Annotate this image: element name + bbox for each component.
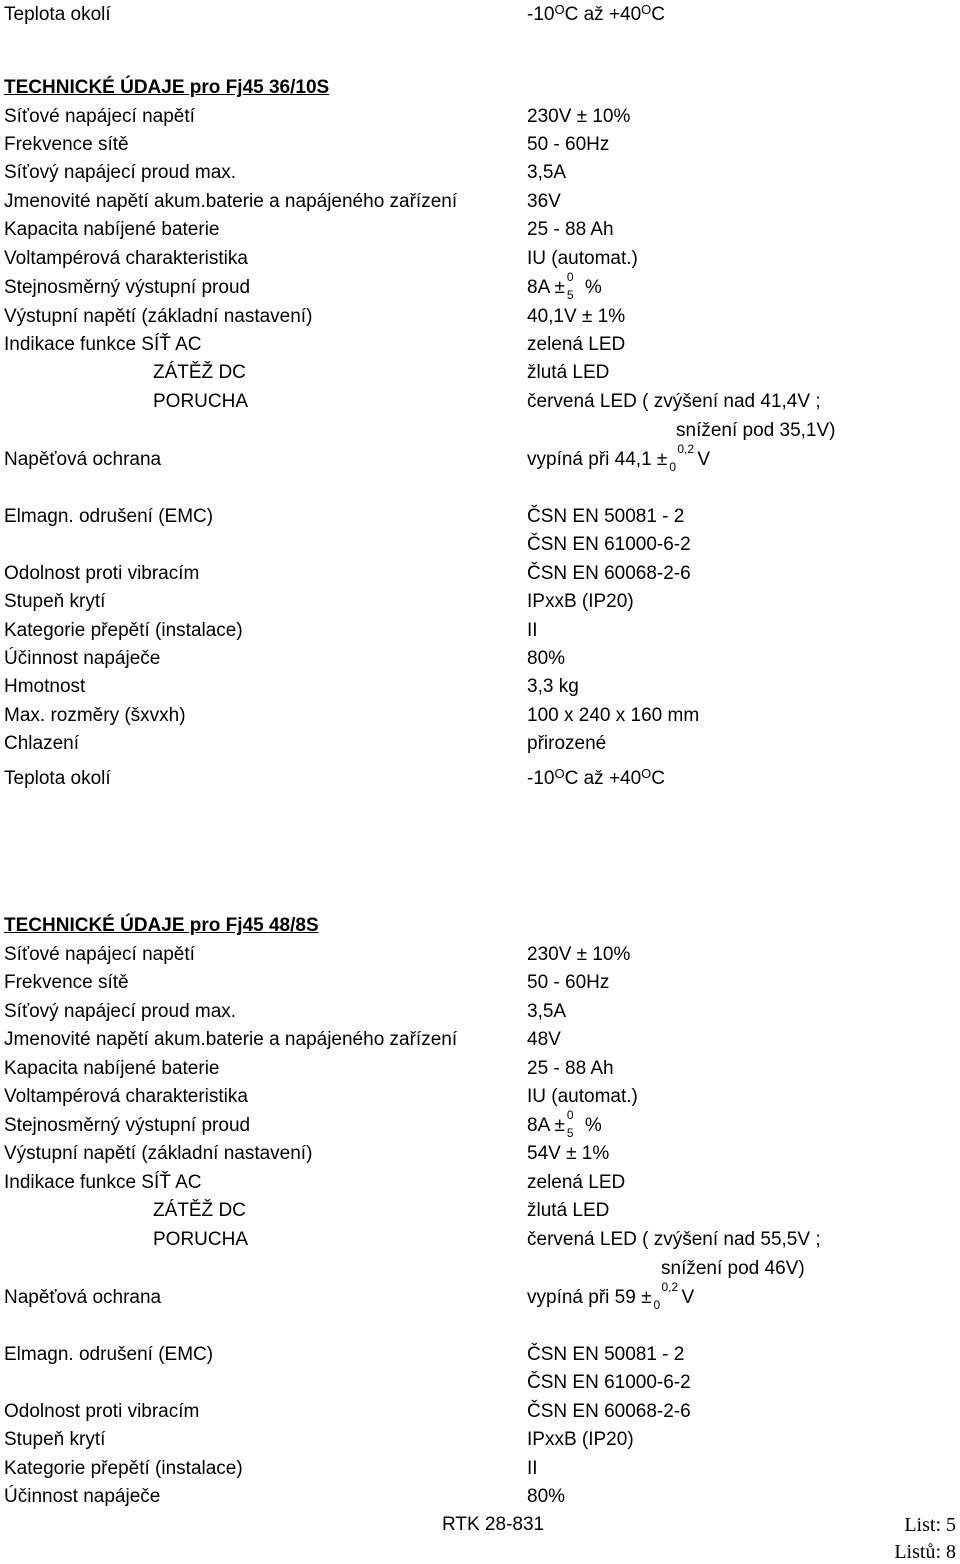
s1-temp-label: Teplota okolí xyxy=(4,768,111,789)
s2-prot-value: vypíná při 59 ± 0 0,2 V xyxy=(527,1280,695,1312)
s1-label-1: Frekvence sítě xyxy=(4,134,129,155)
s1-value-5: IU (automat.) xyxy=(527,248,638,269)
s2-voltage-value: 54V ± 1% xyxy=(527,1143,610,1164)
s1-current-value: 8A ± 0 5 % xyxy=(527,270,602,302)
s2-r2-label-0: Elmagn. odrušení (EMC) xyxy=(4,1344,214,1365)
s1-r2-value-0: ČSN EN 50081 - 2 xyxy=(527,506,685,527)
s1-r2-label-3: Stupeň krytí xyxy=(4,591,106,612)
s1-prot-label: Napěťová ochrana xyxy=(4,449,162,470)
s2-r2-value-4: II xyxy=(527,1458,538,1479)
temp-value-top: $-10^OC$ až $+40^OC$ xyxy=(527,2,666,25)
s1-label-0: Síťové napájecí napětí xyxy=(4,106,195,127)
s2-label-3: Jmenovité napětí akum.baterie a napájeného zařízení xyxy=(4,1029,458,1050)
s1-current-label: Stejnosměrný výstupní proud xyxy=(4,277,251,298)
s1-r2-value-2: ČSN EN 60068-2-6 xyxy=(527,563,691,584)
s1-r2-value-1: ČSN EN 61000-6-2 xyxy=(527,534,691,555)
s1-r2-label-4: Kategorie přepětí (instalace) xyxy=(4,620,243,641)
s2-value-3: 48V xyxy=(527,1029,561,1050)
s1-label-3: Jmenovité napětí akum.baterie a napájeného zařízení xyxy=(4,191,458,212)
s1-r2-label-7: Max. rozměry (šxvxh) xyxy=(4,705,186,726)
s2-label-5: Voltampérová charakteristika xyxy=(4,1086,248,1107)
s1-load-value: žlutá LED xyxy=(527,362,610,383)
s1-load-label: ZÁTĚŽ DC xyxy=(153,362,246,383)
s1-label-2: Síťový napájecí proud max. xyxy=(4,162,237,183)
s2-voltage-label: Výstupní napětí (základní nastavení) xyxy=(4,1143,313,1164)
s1-value-3: 36V xyxy=(527,191,561,212)
s1-voltage-value: 40,1V ± 1% xyxy=(527,306,626,327)
s2-fault-label: PORUCHA xyxy=(153,1229,249,1250)
s1-r2-value-5: 80% xyxy=(527,648,566,669)
s1-r2-value-8: přirozené xyxy=(527,733,607,754)
s2-r2-label-3: Stupeň krytí xyxy=(4,1429,106,1450)
s1-r2-label-5: Účinnost napáječe xyxy=(4,648,161,669)
s2-value-2: 3,5A xyxy=(527,1001,567,1022)
s1-r2-value-4: II xyxy=(527,620,538,641)
s2-label-0: Síťové napájecí napětí xyxy=(4,944,195,965)
s1-fault-value2: snížení pod 35,1V) xyxy=(676,420,836,441)
s1-r2-label-0: Elmagn. odrušení (EMC) xyxy=(4,506,214,527)
s2-label-1: Frekvence sítě xyxy=(4,972,129,993)
s2-r2-label-4: Kategorie přepětí (instalace) xyxy=(4,1458,243,1479)
s1-r2-label-8: Chlazení xyxy=(4,733,79,754)
s2-r2-value-0: ČSN EN 50081 - 2 xyxy=(527,1344,685,1365)
section2-heading: TECHNICKÉ ÚDAJE pro Fj45 48/8S xyxy=(4,915,319,936)
s1-ind-value: zelená LED xyxy=(527,334,626,355)
footer-sheet-count: Listů: 8 xyxy=(894,1541,956,1563)
s2-r2-value-5: 80% xyxy=(527,1486,566,1507)
s2-load-label: ZÁTĚŽ DC xyxy=(153,1200,246,1221)
s1-label-4: Kapacita nabíjené baterie xyxy=(4,219,220,240)
s2-value-4: 25 - 88 Ah xyxy=(527,1058,614,1079)
s2-load-value: žlutá LED xyxy=(527,1200,610,1221)
temp-label-top: Teplota okolí xyxy=(4,4,111,25)
s1-ind-label: Indikace funkce SÍŤ AC xyxy=(4,334,202,355)
s1-value-2: 3,5A xyxy=(527,162,567,183)
s2-r2-label-5: Účinnost napáječe xyxy=(4,1486,161,1507)
s1-value-4: 25 - 88 Ah xyxy=(527,219,614,240)
s1-r2-value-7: 100 x 240 x 160 mm xyxy=(527,705,700,726)
s1-prot-value: vypíná při 44,1 ± 0 0,2 V xyxy=(527,442,711,474)
s1-label-5: Voltampérová charakteristika xyxy=(4,248,248,269)
footer-sheet: List: 5 xyxy=(904,1514,956,1536)
s2-current-label: Stejnosměrný výstupní proud xyxy=(4,1115,251,1136)
s2-value-0: 230V ± 10% xyxy=(527,944,631,965)
s1-value-1: 50 - 60Hz xyxy=(527,134,610,155)
s2-r2-value-2: ČSN EN 60068-2-6 xyxy=(527,1401,691,1422)
s2-label-4: Kapacita nabíjené baterie xyxy=(4,1058,220,1079)
s1-voltage-label: Výstupní napětí (základní nastavení) xyxy=(4,306,313,327)
s2-fault-value: červená LED ( zvýšení nad 55,5V ; xyxy=(527,1229,821,1250)
s2-r2-value-1: ČSN EN 61000-6-2 xyxy=(527,1372,691,1393)
s1-value-0: 230V ± 10% xyxy=(527,106,631,127)
s1-fault-label: PORUCHA xyxy=(153,391,249,412)
s1-temp-value: $-10^OC$ až $+40^OC$ xyxy=(527,766,666,789)
s1-r2-label-2: Odolnost proti vibracím xyxy=(4,563,200,584)
s2-r2-value-3: IPxxB (IP20) xyxy=(527,1429,634,1450)
s2-label-2: Síťový napájecí proud max. xyxy=(4,1001,237,1022)
s2-fault-value2: snížení pod 46V) xyxy=(661,1258,805,1279)
s1-r2-value-3: IPxxB (IP20) xyxy=(527,591,634,612)
s2-ind-label: Indikace funkce SÍŤ AC xyxy=(4,1172,202,1193)
s1-fault-value: červená LED ( zvýšení nad 41,4V ; xyxy=(527,391,821,412)
section1-heading: TECHNICKÉ ÚDAJE pro Fj45 36/10S xyxy=(4,77,330,98)
footer-doc-number: RTK 28-831 xyxy=(442,1514,545,1535)
s2-value-5: IU (automat.) xyxy=(527,1086,638,1107)
s2-prot-label: Napěťová ochrana xyxy=(4,1287,162,1308)
s2-ind-value: zelená LED xyxy=(527,1172,626,1193)
s2-value-1: 50 - 60Hz xyxy=(527,972,610,993)
s1-r2-value-6: 3,3 kg xyxy=(527,676,579,697)
s1-r2-label-6: Hmotnost xyxy=(4,676,86,697)
s2-current-value: 8A ± 0 5 % xyxy=(527,1108,602,1140)
s2-r2-label-2: Odolnost proti vibracím xyxy=(4,1401,200,1422)
